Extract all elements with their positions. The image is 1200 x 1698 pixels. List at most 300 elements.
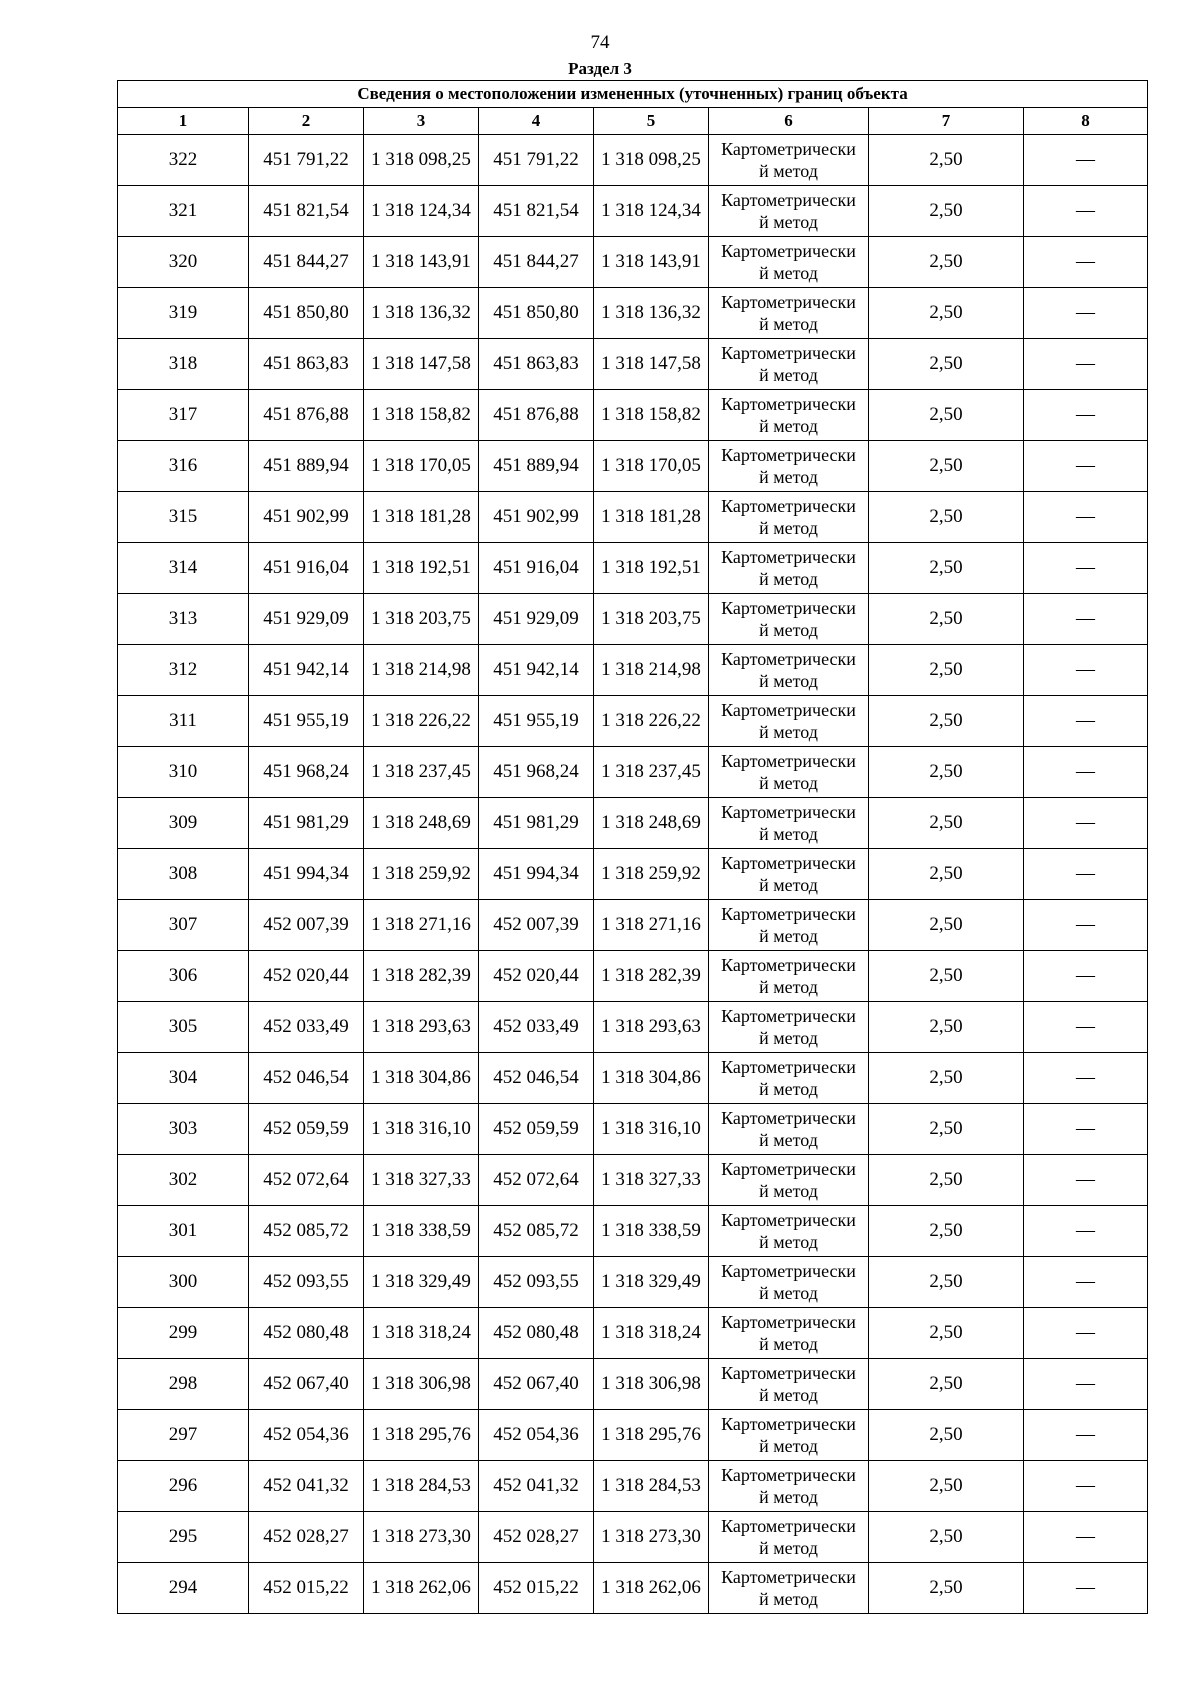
note-cell: — bbox=[1024, 1053, 1148, 1104]
column-number-2: 2 bbox=[249, 108, 364, 135]
table-row bbox=[118, 390, 1148, 441]
method-text-line-2: й метод bbox=[759, 518, 818, 538]
method-cell bbox=[709, 1461, 869, 1512]
note-cell: — bbox=[1024, 543, 1148, 594]
y-existing-cell: 1 318 259,92 bbox=[364, 849, 479, 900]
method-text-line-2: й метод bbox=[759, 212, 818, 232]
method-text-line-2: й метод bbox=[759, 1487, 818, 1507]
x-new-cell: 451 929,09 bbox=[479, 594, 594, 645]
method-text-line-2: й метод bbox=[759, 314, 818, 334]
method-text-line-1: Картометрически bbox=[721, 1006, 856, 1026]
x-existing-cell: 451 994,34 bbox=[249, 849, 364, 900]
y-new-cell: 1 318 295,76 bbox=[594, 1410, 709, 1461]
y-existing-cell: 1 318 192,51 bbox=[364, 543, 479, 594]
note-cell: — bbox=[1024, 1206, 1148, 1257]
table-row bbox=[118, 237, 1148, 288]
method-text-line-1: Картометрически bbox=[721, 1465, 856, 1485]
y-new-cell: 1 318 203,75 bbox=[594, 594, 709, 645]
table-caption: Сведения о местоположении измененных (уточненных) границ объекта bbox=[118, 81, 1148, 108]
method-text-line-1: Картометрически bbox=[721, 1414, 856, 1434]
note-cell: — bbox=[1024, 1155, 1148, 1206]
method-cell bbox=[709, 1308, 869, 1359]
method-text-line-1: Картометрически bbox=[721, 394, 856, 414]
accuracy-cell: 2,50 bbox=[869, 288, 1024, 339]
accuracy-cell: 2,50 bbox=[869, 492, 1024, 543]
method-text-line-2: й метод bbox=[759, 875, 818, 895]
column-number-3: 3 bbox=[364, 108, 479, 135]
y-existing-cell: 1 318 124,34 bbox=[364, 186, 479, 237]
method-cell bbox=[709, 849, 869, 900]
point-number-cell: 307 bbox=[118, 900, 249, 951]
y-new-cell: 1 318 338,59 bbox=[594, 1206, 709, 1257]
note-cell: — bbox=[1024, 135, 1148, 186]
method-cell bbox=[709, 441, 869, 492]
x-existing-cell: 452 028,27 bbox=[249, 1512, 364, 1563]
x-existing-cell: 451 916,04 bbox=[249, 543, 364, 594]
accuracy-cell: 2,50 bbox=[869, 1308, 1024, 1359]
accuracy-cell: 2,50 bbox=[869, 1104, 1024, 1155]
x-new-cell: 451 850,80 bbox=[479, 288, 594, 339]
method-cell bbox=[709, 390, 869, 441]
y-existing-cell: 1 318 282,39 bbox=[364, 951, 479, 1002]
method-text-line-2: й метод bbox=[759, 1283, 818, 1303]
method-cell bbox=[709, 288, 869, 339]
method-cell bbox=[709, 186, 869, 237]
accuracy-cell: 2,50 bbox=[869, 951, 1024, 1002]
accuracy-cell: 2,50 bbox=[869, 1257, 1024, 1308]
accuracy-cell: 2,50 bbox=[869, 186, 1024, 237]
method-cell bbox=[709, 645, 869, 696]
table-row bbox=[118, 1155, 1148, 1206]
note-cell: — bbox=[1024, 951, 1148, 1002]
x-new-cell: 451 876,88 bbox=[479, 390, 594, 441]
table-row bbox=[118, 1512, 1148, 1563]
method-cell bbox=[709, 339, 869, 390]
x-new-cell: 452 059,59 bbox=[479, 1104, 594, 1155]
x-new-cell: 451 889,94 bbox=[479, 441, 594, 492]
column-number-4: 4 bbox=[479, 108, 594, 135]
column-number-row bbox=[118, 108, 1148, 135]
method-text-line-1: Картометрически bbox=[721, 700, 856, 720]
point-number-cell: 297 bbox=[118, 1410, 249, 1461]
y-new-cell: 1 318 143,91 bbox=[594, 237, 709, 288]
accuracy-cell: 2,50 bbox=[869, 1002, 1024, 1053]
method-text-line-1: Картометрически bbox=[721, 1516, 856, 1536]
y-existing-cell: 1 318 306,98 bbox=[364, 1359, 479, 1410]
note-cell: — bbox=[1024, 747, 1148, 798]
note-cell: — bbox=[1024, 798, 1148, 849]
method-text-line-1: Картометрически bbox=[721, 1108, 856, 1128]
method-text-line-1: Картометрически bbox=[721, 496, 856, 516]
method-text-line-1: Картометрически bbox=[721, 802, 856, 822]
x-existing-cell: 452 067,40 bbox=[249, 1359, 364, 1410]
x-existing-cell: 451 791,22 bbox=[249, 135, 364, 186]
method-text-line-2: й метод bbox=[759, 977, 818, 997]
point-number-cell: 306 bbox=[118, 951, 249, 1002]
table-row bbox=[118, 798, 1148, 849]
y-existing-cell: 1 318 271,16 bbox=[364, 900, 479, 951]
note-cell: — bbox=[1024, 186, 1148, 237]
method-text-line-2: й метод bbox=[759, 1079, 818, 1099]
x-new-cell: 451 863,83 bbox=[479, 339, 594, 390]
y-existing-cell: 1 318 143,91 bbox=[364, 237, 479, 288]
point-number-cell: 295 bbox=[118, 1512, 249, 1563]
point-number-cell: 319 bbox=[118, 288, 249, 339]
table-row bbox=[118, 1257, 1148, 1308]
accuracy-cell: 2,50 bbox=[869, 1155, 1024, 1206]
y-existing-cell: 1 318 316,10 bbox=[364, 1104, 479, 1155]
y-new-cell: 1 318 282,39 bbox=[594, 951, 709, 1002]
y-new-cell: 1 318 293,63 bbox=[594, 1002, 709, 1053]
accuracy-cell: 2,50 bbox=[869, 1410, 1024, 1461]
method-cell bbox=[709, 1512, 869, 1563]
note-cell: — bbox=[1024, 696, 1148, 747]
y-new-cell: 1 318 098,25 bbox=[594, 135, 709, 186]
method-text-line-1: Картометрически bbox=[721, 649, 856, 669]
method-text-line-1: Картометрически bbox=[721, 1159, 856, 1179]
point-number-cell: 299 bbox=[118, 1308, 249, 1359]
y-new-cell: 1 318 318,24 bbox=[594, 1308, 709, 1359]
y-existing-cell: 1 318 181,28 bbox=[364, 492, 479, 543]
table-row bbox=[118, 1359, 1148, 1410]
method-text-line-2: й метод bbox=[759, 467, 818, 487]
y-new-cell: 1 318 327,33 bbox=[594, 1155, 709, 1206]
section-title: Раздел 3 bbox=[568, 59, 632, 78]
table-row bbox=[118, 594, 1148, 645]
y-existing-cell: 1 318 284,53 bbox=[364, 1461, 479, 1512]
point-number-cell: 309 bbox=[118, 798, 249, 849]
accuracy-cell: 2,50 bbox=[869, 441, 1024, 492]
point-number-cell: 308 bbox=[118, 849, 249, 900]
point-number-cell: 312 bbox=[118, 645, 249, 696]
x-new-cell: 452 093,55 bbox=[479, 1257, 594, 1308]
method-text-line-1: Картометрически bbox=[721, 1363, 856, 1383]
y-new-cell: 1 318 136,32 bbox=[594, 288, 709, 339]
y-new-cell: 1 318 214,98 bbox=[594, 645, 709, 696]
method-cell bbox=[709, 798, 869, 849]
method-text-line-1: Картометрически bbox=[721, 1261, 856, 1281]
method-text-line-2: й метод bbox=[759, 671, 818, 691]
table-row bbox=[118, 339, 1148, 390]
x-existing-cell: 452 072,64 bbox=[249, 1155, 364, 1206]
method-text-line-2: й метод bbox=[759, 416, 818, 436]
method-cell bbox=[709, 696, 869, 747]
table-row bbox=[118, 1002, 1148, 1053]
method-text-line-1: Картометрически bbox=[721, 445, 856, 465]
method-text-line-2: й метод bbox=[759, 1181, 818, 1201]
accuracy-cell: 2,50 bbox=[869, 849, 1024, 900]
column-number-1: 1 bbox=[118, 108, 249, 135]
x-new-cell: 451 955,19 bbox=[479, 696, 594, 747]
point-number-cell: 320 bbox=[118, 237, 249, 288]
method-text-line-1: Картометрически bbox=[721, 598, 856, 618]
method-text-line-2: й метод bbox=[759, 365, 818, 385]
y-new-cell: 1 318 147,58 bbox=[594, 339, 709, 390]
y-existing-cell: 1 318 136,32 bbox=[364, 288, 479, 339]
y-new-cell: 1 318 304,86 bbox=[594, 1053, 709, 1104]
x-new-cell: 451 902,99 bbox=[479, 492, 594, 543]
y-new-cell: 1 318 181,28 bbox=[594, 492, 709, 543]
accuracy-cell: 2,50 bbox=[869, 1359, 1024, 1410]
y-new-cell: 1 318 158,82 bbox=[594, 390, 709, 441]
note-cell: — bbox=[1024, 594, 1148, 645]
x-new-cell: 452 015,22 bbox=[479, 1563, 594, 1614]
method-text-line-2: й метод bbox=[759, 722, 818, 742]
point-number-cell: 316 bbox=[118, 441, 249, 492]
x-new-cell: 451 821,54 bbox=[479, 186, 594, 237]
accuracy-cell: 2,50 bbox=[869, 1053, 1024, 1104]
accuracy-cell: 2,50 bbox=[869, 1512, 1024, 1563]
x-new-cell: 452 054,36 bbox=[479, 1410, 594, 1461]
method-cell bbox=[709, 747, 869, 798]
method-cell bbox=[709, 1053, 869, 1104]
x-new-cell: 451 844,27 bbox=[479, 237, 594, 288]
x-new-cell: 452 080,48 bbox=[479, 1308, 594, 1359]
method-text-line-1: Картометрически bbox=[721, 139, 856, 159]
x-existing-cell: 451 902,99 bbox=[249, 492, 364, 543]
table-row bbox=[118, 1104, 1148, 1155]
table-row bbox=[118, 186, 1148, 237]
y-new-cell: 1 318 271,16 bbox=[594, 900, 709, 951]
point-number-cell: 304 bbox=[118, 1053, 249, 1104]
method-text-line-2: й метод bbox=[759, 773, 818, 793]
x-new-cell: 451 942,14 bbox=[479, 645, 594, 696]
accuracy-cell: 2,50 bbox=[869, 135, 1024, 186]
table-caption-row bbox=[118, 81, 1148, 108]
note-cell: — bbox=[1024, 1410, 1148, 1461]
method-text-line-1: Картометрически bbox=[721, 955, 856, 975]
table-row bbox=[118, 696, 1148, 747]
method-text-line-1: Картометрически bbox=[721, 292, 856, 312]
note-cell: — bbox=[1024, 339, 1148, 390]
y-new-cell: 1 318 192,51 bbox=[594, 543, 709, 594]
note-cell: — bbox=[1024, 1257, 1148, 1308]
method-cell bbox=[709, 237, 869, 288]
x-existing-cell: 451 981,29 bbox=[249, 798, 364, 849]
method-text-line-2: й метод bbox=[759, 1130, 818, 1150]
point-number-cell: 298 bbox=[118, 1359, 249, 1410]
accuracy-cell: 2,50 bbox=[869, 390, 1024, 441]
x-new-cell: 451 791,22 bbox=[479, 135, 594, 186]
x-new-cell: 451 994,34 bbox=[479, 849, 594, 900]
note-cell: — bbox=[1024, 900, 1148, 951]
note-cell: — bbox=[1024, 1308, 1148, 1359]
method-text-line-2: й метод bbox=[759, 926, 818, 946]
note-cell: — bbox=[1024, 1359, 1148, 1410]
table-row bbox=[118, 1308, 1148, 1359]
x-new-cell: 452 046,54 bbox=[479, 1053, 594, 1104]
y-new-cell: 1 318 316,10 bbox=[594, 1104, 709, 1155]
accuracy-cell: 2,50 bbox=[869, 237, 1024, 288]
y-existing-cell: 1 318 295,76 bbox=[364, 1410, 479, 1461]
point-number-cell: 321 bbox=[118, 186, 249, 237]
accuracy-cell: 2,50 bbox=[869, 645, 1024, 696]
method-text-line-1: Картометрически bbox=[721, 1567, 856, 1587]
table-row bbox=[118, 900, 1148, 951]
x-existing-cell: 452 041,32 bbox=[249, 1461, 364, 1512]
point-number-cell: 310 bbox=[118, 747, 249, 798]
table-row bbox=[118, 747, 1148, 798]
method-cell bbox=[709, 951, 869, 1002]
x-existing-cell: 452 093,55 bbox=[249, 1257, 364, 1308]
table-row bbox=[118, 951, 1148, 1002]
method-cell bbox=[709, 1104, 869, 1155]
accuracy-cell: 2,50 bbox=[869, 696, 1024, 747]
accuracy-cell: 2,50 bbox=[869, 1563, 1024, 1614]
y-existing-cell: 1 318 214,98 bbox=[364, 645, 479, 696]
x-new-cell: 451 916,04 bbox=[479, 543, 594, 594]
y-existing-cell: 1 318 304,86 bbox=[364, 1053, 479, 1104]
note-cell: — bbox=[1024, 1461, 1148, 1512]
y-new-cell: 1 318 248,69 bbox=[594, 798, 709, 849]
method-text-line-1: Картометрически bbox=[721, 751, 856, 771]
y-existing-cell: 1 318 203,75 bbox=[364, 594, 479, 645]
x-existing-cell: 452 080,48 bbox=[249, 1308, 364, 1359]
y-existing-cell: 1 318 262,06 bbox=[364, 1563, 479, 1614]
method-cell bbox=[709, 1359, 869, 1410]
x-existing-cell: 452 085,72 bbox=[249, 1206, 364, 1257]
table-row bbox=[118, 492, 1148, 543]
accuracy-cell: 2,50 bbox=[869, 594, 1024, 645]
point-number-cell: 303 bbox=[118, 1104, 249, 1155]
method-cell bbox=[709, 1206, 869, 1257]
x-existing-cell: 452 020,44 bbox=[249, 951, 364, 1002]
x-existing-cell: 451 821,54 bbox=[249, 186, 364, 237]
x-existing-cell: 451 929,09 bbox=[249, 594, 364, 645]
point-number-cell: 313 bbox=[118, 594, 249, 645]
accuracy-cell: 2,50 bbox=[869, 747, 1024, 798]
x-existing-cell: 452 033,49 bbox=[249, 1002, 364, 1053]
x-existing-cell: 451 850,80 bbox=[249, 288, 364, 339]
note-cell: — bbox=[1024, 390, 1148, 441]
y-new-cell: 1 318 284,53 bbox=[594, 1461, 709, 1512]
accuracy-cell: 2,50 bbox=[869, 1206, 1024, 1257]
y-existing-cell: 1 318 226,22 bbox=[364, 696, 479, 747]
page-number: 74 bbox=[590, 32, 610, 53]
table-row bbox=[118, 135, 1148, 186]
x-existing-cell: 451 876,88 bbox=[249, 390, 364, 441]
y-existing-cell: 1 318 327,33 bbox=[364, 1155, 479, 1206]
y-existing-cell: 1 318 293,63 bbox=[364, 1002, 479, 1053]
y-existing-cell: 1 318 158,82 bbox=[364, 390, 479, 441]
x-new-cell: 452 028,27 bbox=[479, 1512, 594, 1563]
x-new-cell: 452 033,49 bbox=[479, 1002, 594, 1053]
y-new-cell: 1 318 262,06 bbox=[594, 1563, 709, 1614]
method-text-line-2: й метод bbox=[759, 824, 818, 844]
accuracy-cell: 2,50 bbox=[869, 339, 1024, 390]
point-number-cell: 294 bbox=[118, 1563, 249, 1614]
accuracy-cell: 2,50 bbox=[869, 543, 1024, 594]
note-cell: — bbox=[1024, 288, 1148, 339]
x-existing-cell: 452 059,59 bbox=[249, 1104, 364, 1155]
method-text-line-1: Картометрически bbox=[721, 1057, 856, 1077]
accuracy-cell: 2,50 bbox=[869, 900, 1024, 951]
x-new-cell: 452 085,72 bbox=[479, 1206, 594, 1257]
method-text-line-1: Картометрически bbox=[721, 547, 856, 567]
method-text-line-2: й метод bbox=[759, 263, 818, 283]
column-number-8: 8 bbox=[1024, 108, 1148, 135]
table-row bbox=[118, 645, 1148, 696]
method-cell bbox=[709, 1257, 869, 1308]
column-number-6: 6 bbox=[709, 108, 869, 135]
method-cell bbox=[709, 543, 869, 594]
x-existing-cell: 452 015,22 bbox=[249, 1563, 364, 1614]
x-new-cell: 452 067,40 bbox=[479, 1359, 594, 1410]
x-existing-cell: 451 942,14 bbox=[249, 645, 364, 696]
y-existing-cell: 1 318 273,30 bbox=[364, 1512, 479, 1563]
table-row bbox=[118, 543, 1148, 594]
y-new-cell: 1 318 170,05 bbox=[594, 441, 709, 492]
table-row bbox=[118, 1563, 1148, 1614]
y-new-cell: 1 318 237,45 bbox=[594, 747, 709, 798]
coordinates-table bbox=[117, 80, 1148, 1614]
table-body bbox=[118, 135, 1148, 1614]
method-text-line-2: й метод bbox=[759, 1589, 818, 1609]
x-existing-cell: 452 007,39 bbox=[249, 900, 364, 951]
method-cell bbox=[709, 135, 869, 186]
y-new-cell: 1 318 124,34 bbox=[594, 186, 709, 237]
point-number-cell: 301 bbox=[118, 1206, 249, 1257]
table-header bbox=[118, 81, 1148, 135]
method-text-line-2: й метод bbox=[759, 620, 818, 640]
method-cell bbox=[709, 900, 869, 951]
method-text-line-1: Картометрически bbox=[721, 1210, 856, 1230]
table-row bbox=[118, 1461, 1148, 1512]
point-number-cell: 302 bbox=[118, 1155, 249, 1206]
method-text-line-2: й метод bbox=[759, 569, 818, 589]
y-existing-cell: 1 318 237,45 bbox=[364, 747, 479, 798]
x-existing-cell: 452 054,36 bbox=[249, 1410, 364, 1461]
x-new-cell: 452 020,44 bbox=[479, 951, 594, 1002]
note-cell: — bbox=[1024, 1104, 1148, 1155]
point-number-cell: 300 bbox=[118, 1257, 249, 1308]
method-text-line-2: й метод bbox=[759, 1538, 818, 1558]
column-number-7: 7 bbox=[869, 108, 1024, 135]
x-existing-cell: 451 968,24 bbox=[249, 747, 364, 798]
y-new-cell: 1 318 259,92 bbox=[594, 849, 709, 900]
note-cell: — bbox=[1024, 1563, 1148, 1614]
method-text-line-1: Картометрически bbox=[721, 190, 856, 210]
point-number-cell: 296 bbox=[118, 1461, 249, 1512]
method-text-line-2: й метод bbox=[759, 1334, 818, 1354]
y-new-cell: 1 318 226,22 bbox=[594, 696, 709, 747]
note-cell: — bbox=[1024, 849, 1148, 900]
method-cell bbox=[709, 492, 869, 543]
table-row bbox=[118, 288, 1148, 339]
method-text-line-2: й метод bbox=[759, 161, 818, 181]
note-cell: — bbox=[1024, 441, 1148, 492]
x-new-cell: 451 968,24 bbox=[479, 747, 594, 798]
point-number-cell: 314 bbox=[118, 543, 249, 594]
point-number-cell: 305 bbox=[118, 1002, 249, 1053]
point-number-cell: 322 bbox=[118, 135, 249, 186]
note-cell: — bbox=[1024, 1002, 1148, 1053]
accuracy-cell: 2,50 bbox=[869, 798, 1024, 849]
x-existing-cell: 451 955,19 bbox=[249, 696, 364, 747]
x-new-cell: 452 041,32 bbox=[479, 1461, 594, 1512]
method-text-line-1: Картометрически bbox=[721, 343, 856, 363]
column-number-5: 5 bbox=[594, 108, 709, 135]
x-existing-cell: 452 046,54 bbox=[249, 1053, 364, 1104]
y-existing-cell: 1 318 248,69 bbox=[364, 798, 479, 849]
point-number-cell: 317 bbox=[118, 390, 249, 441]
point-number-cell: 318 bbox=[118, 339, 249, 390]
x-existing-cell: 451 889,94 bbox=[249, 441, 364, 492]
table-row bbox=[118, 1053, 1148, 1104]
y-existing-cell: 1 318 318,24 bbox=[364, 1308, 479, 1359]
method-text-line-1: Картометрически bbox=[721, 904, 856, 924]
note-cell: — bbox=[1024, 492, 1148, 543]
